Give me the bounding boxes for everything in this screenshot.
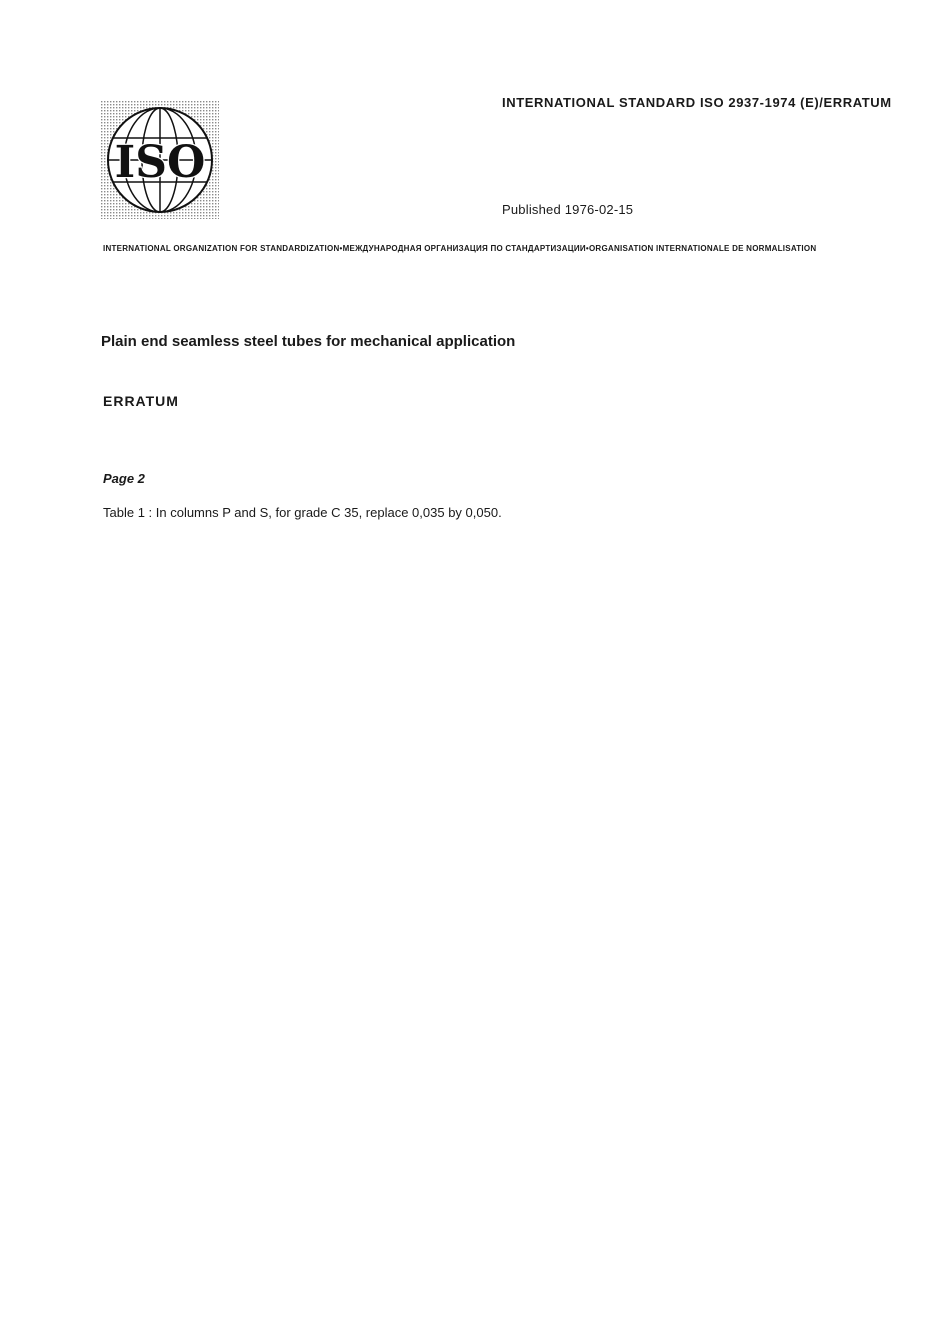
iso-logo-lettering: ISO [114, 137, 206, 188]
standard-title: INTERNATIONAL STANDARD ISO 2937-1974 (E)/ERRATUM [502, 95, 892, 110]
erratum-heading: ERRATUM [103, 393, 179, 409]
published-date: Published 1976-02-15 [502, 202, 634, 217]
correction-text: Table 1 : In columns P and S, for grade C 35, replace 0,035 by 0,050. [103, 505, 502, 520]
page-reference: Page 2 [103, 471, 145, 486]
document-title: Plain end seamless steel tubes for mechanical application [101, 333, 516, 350]
organization-line: INTERNATIONAL ORGANIZATION FOR STANDARDIZATION•МЕЖДУНАРОДНАЯ ОРГАНИЗАЦИЯ ПО СТАНДАРТИЗАЦИИ•ORGANISATION INTERNATIONALE DE NORMALISATION [103, 244, 817, 253]
iso-logo [101, 101, 219, 219]
